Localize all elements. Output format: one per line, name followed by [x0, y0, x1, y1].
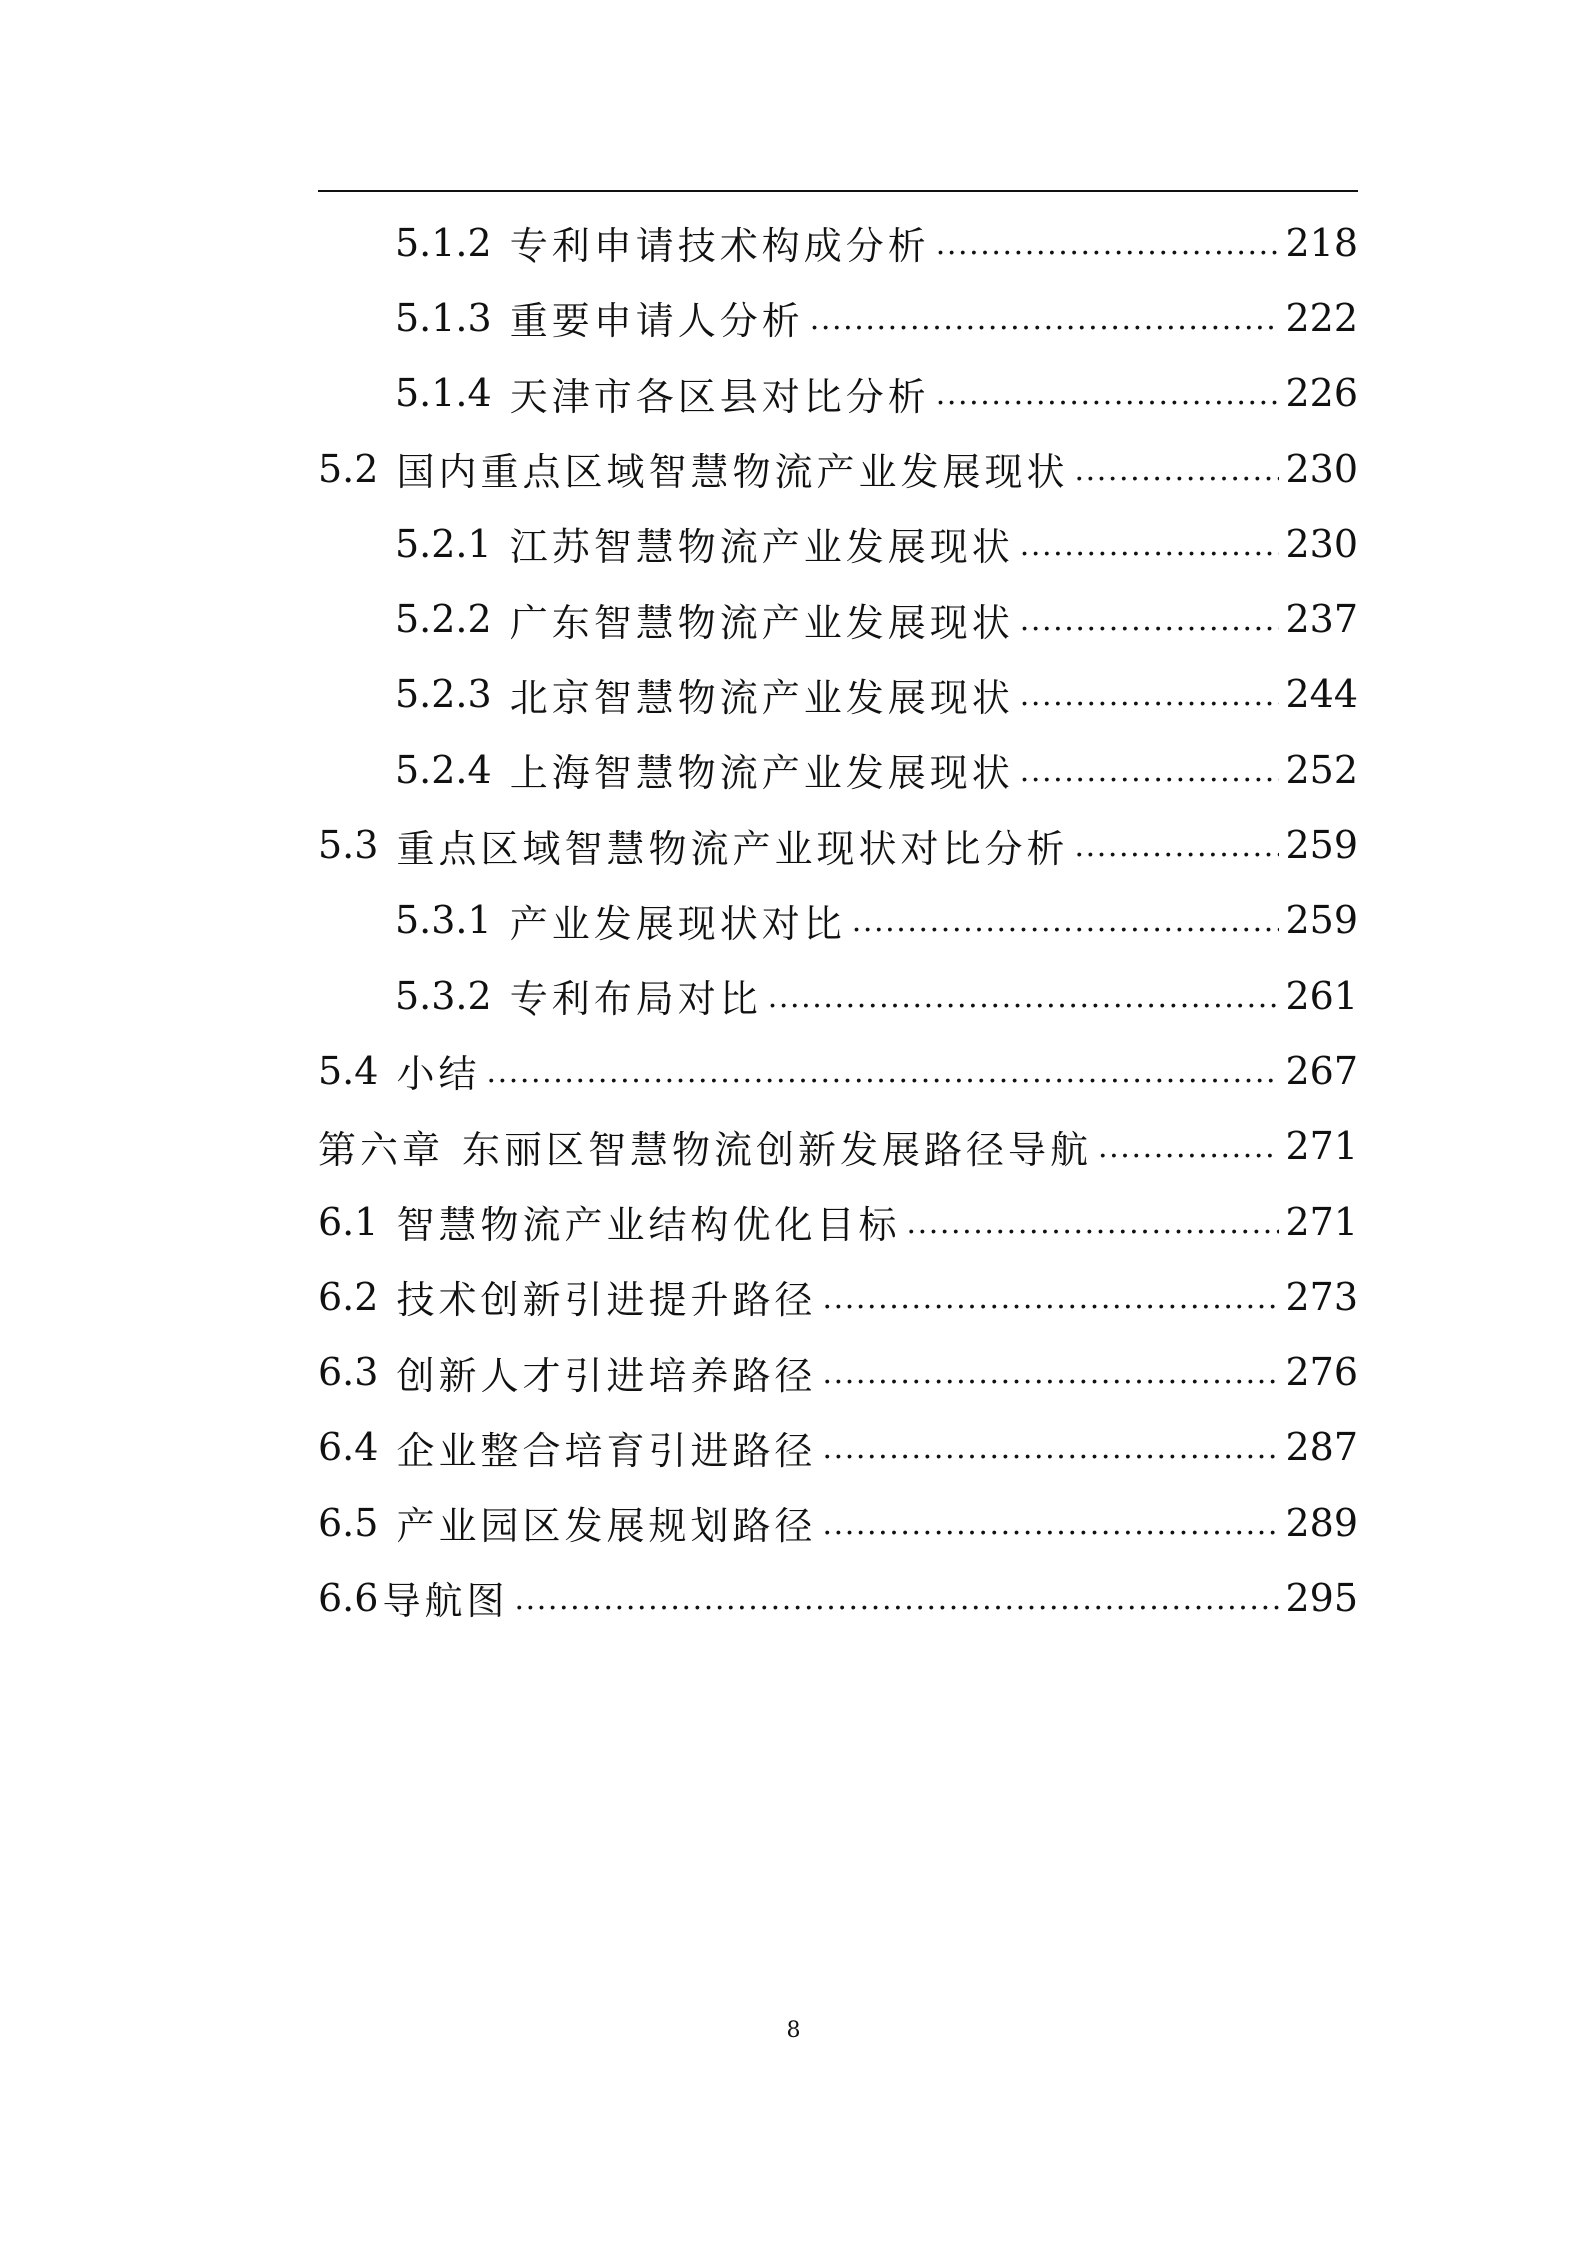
- toc-entry-page: 273: [1285, 1274, 1358, 1319]
- toc-entry-number: 5.1.4: [395, 371, 492, 416]
- toc-entry-6-4[interactable]: [318, 1410, 1358, 1485]
- toc-entry-5-3[interactable]: [318, 807, 1358, 882]
- toc-entry-title: 产业园区发展规划路径: [396, 1504, 817, 1549]
- toc-entry-6-6[interactable]: [318, 1560, 1358, 1635]
- toc-entry-5-4[interactable]: [318, 1033, 1358, 1108]
- dot-leader: [1098, 1127, 1279, 1165]
- toc-entry-title: 天津市各区县对比分析: [509, 374, 930, 419]
- dot-leader: [852, 901, 1280, 939]
- toc-entry-number: 5.2: [318, 446, 379, 491]
- toc-entry-title: 广东智慧物流产业发展现状: [509, 600, 1014, 645]
- toc-entry-5-2-4[interactable]: [318, 732, 1358, 807]
- page-number: 8: [786, 2018, 801, 2043]
- toc-entry-page: 218: [1285, 220, 1358, 265]
- toc-entry-6-5[interactable]: [318, 1485, 1358, 1560]
- dot-leader: [514, 1579, 1279, 1617]
- dot-leader: [1020, 751, 1280, 789]
- toc-entry-title: 小结: [396, 1052, 481, 1097]
- toc-entry-page: 267: [1285, 1048, 1358, 1093]
- dot-leader: [486, 1052, 1279, 1090]
- toc-entry-number: 5.3.2: [395, 973, 492, 1018]
- toc-entry-number: 5.3: [318, 823, 379, 868]
- toc-entry-number: 6.2: [318, 1274, 379, 1319]
- toc-entry-page: 271: [1285, 1199, 1358, 1244]
- toc-entry-6-1[interactable]: [318, 1184, 1358, 1259]
- toc-entry-page: 222: [1285, 295, 1358, 340]
- toc-entry-title: 导航图: [382, 1579, 509, 1624]
- toc-entry-title: 重点区域智慧物流产业现状对比分析: [396, 826, 1069, 871]
- toc-entry-number: 5.2.4: [395, 747, 492, 792]
- dot-leader: [810, 299, 1280, 337]
- dot-leader: [822, 1504, 1279, 1542]
- toc-entry-page: 226: [1285, 371, 1358, 416]
- dot-leader: [822, 1278, 1279, 1316]
- toc-entry-number: 6.5: [318, 1500, 379, 1545]
- toc-entry-title: 智慧物流产业结构优化目标: [396, 1203, 901, 1247]
- dot-leader: [936, 224, 1280, 262]
- toc-entry-page: 259: [1285, 898, 1358, 943]
- dot-leader: [1020, 600, 1280, 638]
- dot-leader: [936, 374, 1280, 412]
- toc-entry-5-2-3[interactable]: [318, 657, 1358, 732]
- toc-entry-title: 专利申请技术构成分析: [509, 224, 930, 269]
- dot-leader: [1074, 450, 1279, 488]
- toc-entry-page: 271: [1285, 1124, 1358, 1169]
- toc-entry-chapter-6[interactable]: [318, 1109, 1358, 1184]
- toc-entry-number: 6.1: [318, 1199, 379, 1244]
- toc-entry-number: 5.4: [318, 1048, 379, 1093]
- toc-entry-page: 287: [1285, 1425, 1358, 1470]
- table-of-contents: [318, 205, 1358, 1636]
- toc-entry-title: 专利布局对比: [509, 977, 762, 1022]
- toc-entry-5-1-3[interactable]: [318, 280, 1358, 355]
- toc-entry-title: 企业整合培育引进路径: [396, 1428, 817, 1473]
- toc-entry-page: 244: [1285, 672, 1358, 717]
- toc-entry-6-2[interactable]: [318, 1259, 1358, 1334]
- toc-entry-title: 产业发展现状对比: [509, 901, 846, 946]
- dot-leader: [822, 1353, 1279, 1391]
- dot-leader: [1020, 675, 1280, 713]
- toc-entry-title: 江苏智慧物流产业发展现状: [509, 525, 1014, 570]
- toc-entry-5-1-2[interactable]: [318, 205, 1358, 280]
- toc-entry-page: 261: [1285, 973, 1358, 1018]
- toc-entry-number: 5.2.3: [395, 672, 492, 717]
- toc-entry-page: 230: [1285, 446, 1358, 491]
- toc-entry-number: 第六章: [318, 1127, 445, 1172]
- toc-entry-page: 252: [1285, 747, 1358, 792]
- toc-entry-5-3-2[interactable]: [318, 958, 1358, 1033]
- toc-entry-title: 创新人才引进培养路径: [396, 1353, 817, 1398]
- toc-entry-number: 5.1.2: [395, 220, 492, 265]
- toc-entry-5-2-1[interactable]: [318, 506, 1358, 581]
- toc-entry-number: 6.3: [318, 1350, 379, 1395]
- toc-entry-title: 上海智慧物流产业发展现状: [509, 751, 1014, 796]
- toc-entry-5-1-4[interactable]: [318, 356, 1358, 431]
- toc-entry-page: 259: [1285, 823, 1358, 868]
- header-rule: [318, 190, 1358, 192]
- dot-leader: [768, 977, 1280, 1015]
- dot-leader: [1074, 826, 1279, 864]
- toc-entry-page: 237: [1285, 597, 1358, 642]
- dot-leader: [822, 1428, 1279, 1466]
- toc-entry-number: 5.3.1: [395, 898, 492, 943]
- toc-entry-number: 5.2.1: [395, 521, 492, 566]
- toc-entry-page: 230: [1285, 521, 1358, 566]
- toc-entry-page: 289: [1285, 1500, 1358, 1545]
- toc-entry-title: 技术创新引进提升路径: [396, 1278, 817, 1323]
- toc-entry-number: 5.1.3: [395, 295, 492, 340]
- dot-leader: [1020, 525, 1280, 563]
- toc-entry-page: 295: [1285, 1575, 1358, 1620]
- toc-entry-title: 重要申请人分析: [509, 299, 804, 344]
- toc-entry-5-3-1[interactable]: [318, 883, 1358, 958]
- toc-entry-number: 6.4: [318, 1425, 379, 1470]
- toc-entry-title: 北京智慧物流产业发展现状: [509, 675, 1014, 720]
- toc-entry-title: 东丽区智慧物流创新发展路径导航: [462, 1127, 1093, 1172]
- toc-entry-5-2-2[interactable]: [318, 581, 1358, 656]
- toc-entry-title: 国内重点区域智慧物流产业发展现状: [396, 450, 1069, 495]
- toc-entry-page: 276: [1285, 1350, 1358, 1395]
- toc-entry-6-3[interactable]: [318, 1334, 1358, 1409]
- toc-entry-5-2[interactable]: [318, 431, 1358, 506]
- dot-leader: [906, 1203, 1279, 1241]
- toc-entry-number: 5.2.2: [395, 597, 492, 642]
- toc-entry-number: 6.6: [318, 1575, 379, 1620]
